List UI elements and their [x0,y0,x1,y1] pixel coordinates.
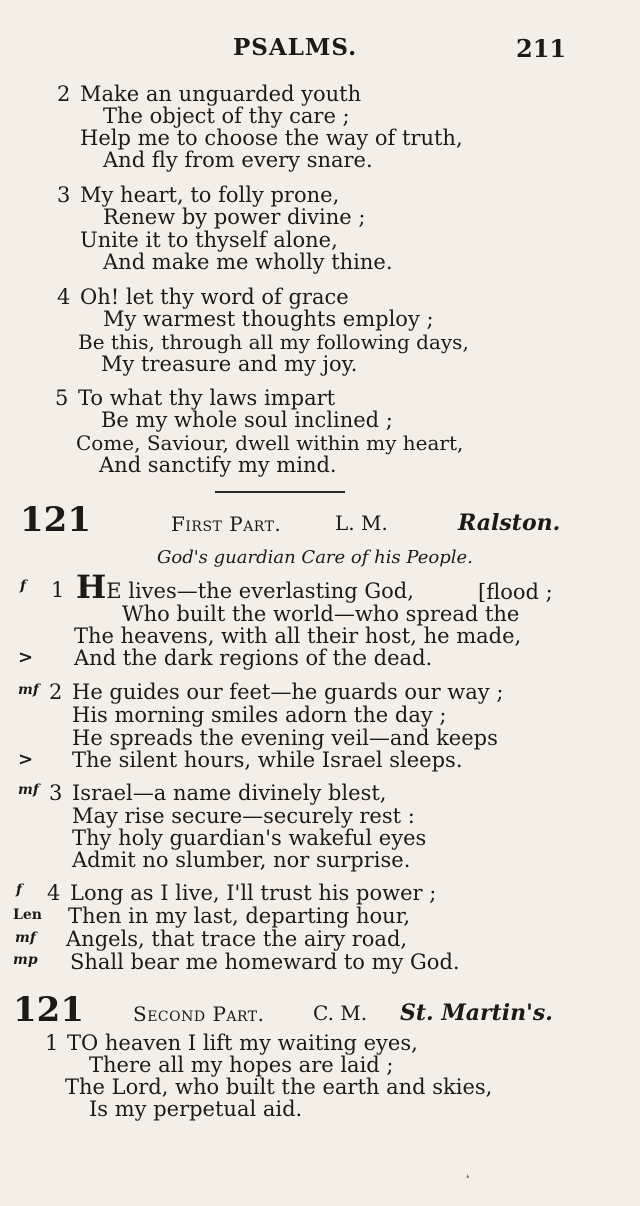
verse-line: Help me to choose the way of truth, [80,126,463,150]
verse-line: Come, Saviour, dwell within my heart, [76,431,464,455]
dynamic-mark: mf [15,930,36,946]
verse-line-first [76,568,414,606]
dynamic-mark: mf [18,682,39,698]
verse-line: He guides our feet—he guards our way ; [72,680,504,704]
verse-line: The heavens, with all their host, he made, [74,624,522,648]
verse-line: And the dark regions of the dead. [74,646,433,670]
section-divider [215,491,345,493]
verse-line-carryover: [flood ; [478,580,553,604]
drop-cap: H [76,568,107,606]
verse-line: To what thy laws impart [78,386,336,410]
verse-line: Oh! let thy word of grace [80,285,349,309]
verse-number: 2 [49,680,63,704]
printer-mark: ❛ [466,1174,470,1185]
verse-line: And sanctify my mind. [99,453,337,477]
dynamic-mark: mp [13,952,38,968]
verse-line: Be this, through all my following days, [78,330,469,354]
verse-line: And make me wholly thine. [103,250,393,274]
hymn-meter: C. M. [313,1001,368,1025]
verse-line: Make an unguarded youth [80,82,362,106]
dynamic-mark: > [18,647,34,668]
verse-line: And fly from every snare. [103,148,373,172]
dynamic-mark: Len [13,907,42,923]
running-header-title: PSALMS. [233,34,358,61]
verse-line: He spreads the evening veil—and keeps [72,726,498,750]
verse-line: My treasure and my joy. [101,352,358,376]
verse-line: My heart, to folly prone, [80,183,340,207]
verse-line: The silent hours, while Israel sleeps. [72,748,463,772]
verse-line: Unite it to thyself alone, [80,228,338,252]
hymn-meter: L. M. [335,511,388,535]
verse-line: Shall bear me homeward to my God. [70,950,460,974]
tune-name: St. Martin's. [400,1000,553,1026]
dynamic-mark: > [18,749,34,770]
verse-number: 5 [55,386,69,410]
dynamic-mark: f [16,882,23,898]
verse-line: Then in my last, departing hour, [68,904,411,928]
verse-number: 1 [45,1031,59,1055]
hymn-part-label: First Part. [171,512,282,536]
verse-line: Renew by power divine ; [103,205,366,229]
verse-line: There all my hopes are laid ; [89,1053,394,1077]
verse-line: May rise secure—securely rest : [72,804,415,828]
verse-line: Angels, that trace the airy road, [66,927,408,951]
verse-line: Is my perpetual aid. [89,1097,303,1121]
verse-line: My warmest thoughts employ ; [103,307,434,331]
verse-number: 3 [57,183,71,207]
verse-number: 1 [51,578,65,602]
verse-line: Admit no slumber, nor surprise. [72,848,411,872]
dynamic-mark: mf [18,782,39,798]
verse-line: Thy holy guardian's wakeful eyes [72,826,427,850]
hymn-part-label: Second Part. [133,1002,265,1026]
verse-number: 4 [57,285,71,309]
hymn-number: 121 [13,990,84,1030]
dynamic-mark: f [20,578,27,594]
tune-name: Ralston. [458,510,561,536]
verse-line: His morning smiles adorn the day ; [72,703,447,727]
verse-line: Long as I live, I'll trust his power ; [70,881,437,905]
hymn-number: 121 [20,500,91,540]
verse-line: TO heaven I lift my waiting eyes, [67,1031,418,1055]
verse-line: Be my whole soul inclined ; [101,408,393,432]
verse-line-rest: E lives—the everlasting God, [106,579,414,603]
hymn-subtitle: God's guardian Care of his People. [157,547,473,568]
verse-line: Israel—a name divinely blest, [72,781,387,805]
verse-line: The object of thy care ; [103,104,350,128]
verse-line: The Lord, who built the earth and skies, [65,1075,493,1099]
verse-number: 3 [49,781,63,805]
page-number: 211 [516,34,567,63]
verse-number: 2 [57,82,71,106]
verse-number: 4 [47,881,61,905]
verse-line: Who built the world—who spread the [122,602,520,626]
